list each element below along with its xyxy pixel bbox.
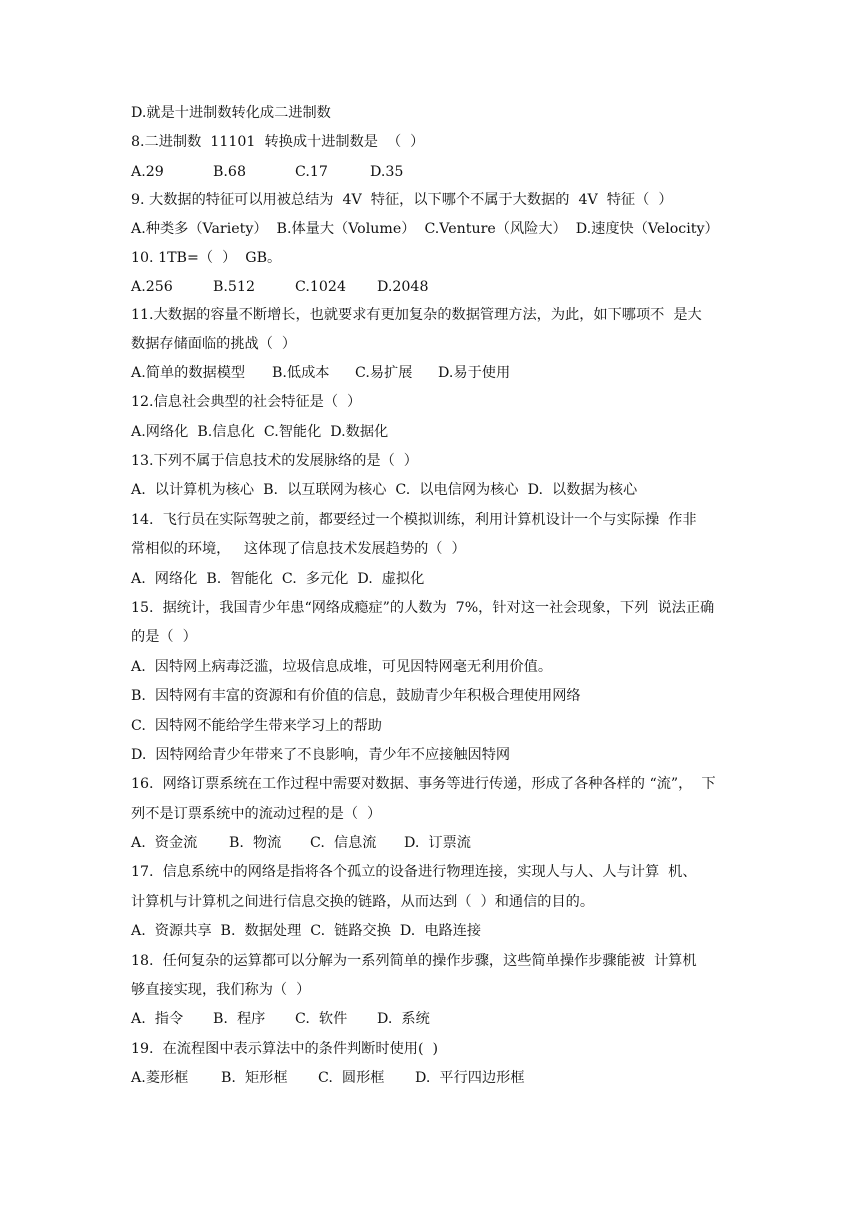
question-13: 13.下列不属于信息技术的发展脉络的是（ ） [131, 453, 418, 469]
question-15-option-d: D. 因特网给青少年带来了不良影响，青少年不应接触因特网 [131, 747, 511, 763]
option-d: D. 系统 [377, 1011, 430, 1027]
question-15-option-a: A. 因特网上病毒泛滥，垃圾信息成堆，可见因特网毫无利用价值。 [131, 659, 553, 675]
question-12: 12.信息社会典型的社会特征是（ ） [131, 394, 362, 410]
question-15: 15. 据统计，我国青少年患“网络成瘾症”的人数为 7%，针对这一社会现象，下列 说法正确 [131, 600, 715, 616]
option-b: B. 矩形框 [221, 1070, 288, 1086]
option-a: A. 资金流 [131, 835, 198, 851]
option-b: B.68 [213, 164, 246, 180]
question-17: 17. 信息系统中的网络是指将各个孤立的设备进行物理连接，实现人与人、人与计算 机、 [131, 864, 697, 880]
option-b: B. 程序 [213, 1011, 266, 1027]
option-d: D.35 [370, 164, 404, 180]
question-16: 16. 网络订票系统在工作过程中需要对数据、事务等进行传递，形成了各种各样的 “流”， 下 [131, 776, 716, 792]
option-c: C. 圆形框 [318, 1070, 385, 1086]
question-10-options [131, 277, 429, 297]
question-18-options [131, 1009, 430, 1029]
option-b: B.低成本 [272, 365, 330, 381]
option-a: A.29 [131, 164, 164, 180]
question-19-options [131, 1068, 525, 1088]
question-17-cont: 计算机与计算机之间进行信息交换的链路，从而达到（ ）和通信的目的。 [131, 894, 595, 910]
option-c: C.1024 [295, 279, 346, 295]
option-d: D. 订票流 [404, 835, 471, 851]
question-16-cont: 列不是订票系统中的流动过程的是（ ） [131, 806, 382, 822]
option-c: C.易扩展 [355, 365, 413, 381]
question-18-cont: 够直接实现，我们称为（ ） [131, 982, 311, 998]
option-c: C. 软件 [295, 1011, 348, 1027]
option-a: A.菱形框 [131, 1070, 189, 1086]
option-a: A. 指令 [131, 1011, 184, 1027]
question-12-options: A.网络化 B.信息化 C.智能化 D.数据化 [131, 424, 389, 440]
question-14-options: A. 网络化 B. 智能化 C. 多元化 D. 虚拟化 [131, 571, 425, 587]
question-11-cont: 数据存储面临的挑战（ ） [131, 336, 297, 352]
question-10: 10. 1TB=（ ） GB。 [131, 250, 282, 266]
option-d: D.易于使用 [438, 365, 511, 381]
text-line: D.就是十进制数转化成二进制数 [131, 105, 331, 121]
question-14: 14. 飞行员在实际驾驶之前，都要经过一个模拟训练，利用计算机设计一个与实际操 作非 [131, 512, 697, 528]
option-b: B.512 [213, 279, 256, 295]
question-16-options [131, 833, 471, 853]
option-c: C.17 [295, 164, 328, 180]
question-11: 11.大数据的容量不断增长，也就要求有更加复杂的数据管理方法，为此，如下哪项不 是大 [131, 307, 702, 323]
question-17-options: A. 资源共享 B. 数据处理 C. 链路交换 D. 电路连接 [131, 923, 482, 939]
question-15-option-b: B. 因特网有丰富的资源和有价值的信息，鼓励青少年积极合理使用网络 [131, 688, 581, 704]
question-15-cont: 的是（ ） [131, 629, 197, 645]
question-19: 19. 在流程图中表示算法中的条件判断时使用( ) [131, 1041, 439, 1057]
option-c: C. 信息流 [310, 835, 377, 851]
option-a: A.简单的数据模型 [131, 365, 246, 381]
question-15-option-c: C. 因特网不能给学生带来学习上的帮助 [131, 718, 382, 734]
option-d: D. 平行四边形框 [415, 1070, 525, 1086]
question-8-options [131, 162, 404, 182]
question-13-options: A. 以计算机为核心 B. 以互联网为核心 C. 以电信网为核心 D. 以数据为核心 [131, 482, 638, 498]
question-11-options [131, 363, 511, 383]
option-d: D.2048 [377, 279, 429, 295]
option-b: B. 物流 [229, 835, 282, 851]
question-14-cont: 常相似的环境， 这体现了信息技术发展趋势的（ ） [131, 541, 466, 557]
question-18: 18. 任何复杂的运算都可以分解为一系列简单的操作步骤，这些简单操作步骤能被 计算机 [131, 953, 697, 969]
question-9-options: A.种类多（Variety） B.体量大（Volume） C.Venture（风险大） D.速度快（Velocity） [131, 221, 719, 237]
question-8: 8.二进制数 11101 转换成十进制数是 （ ） [131, 134, 425, 150]
question-9: 9. 大数据的特征可以用被总结为 4V 特征，以下哪个不属于大数据的 4V 特征（ ） [131, 192, 673, 208]
option-a: A.256 [131, 279, 173, 295]
